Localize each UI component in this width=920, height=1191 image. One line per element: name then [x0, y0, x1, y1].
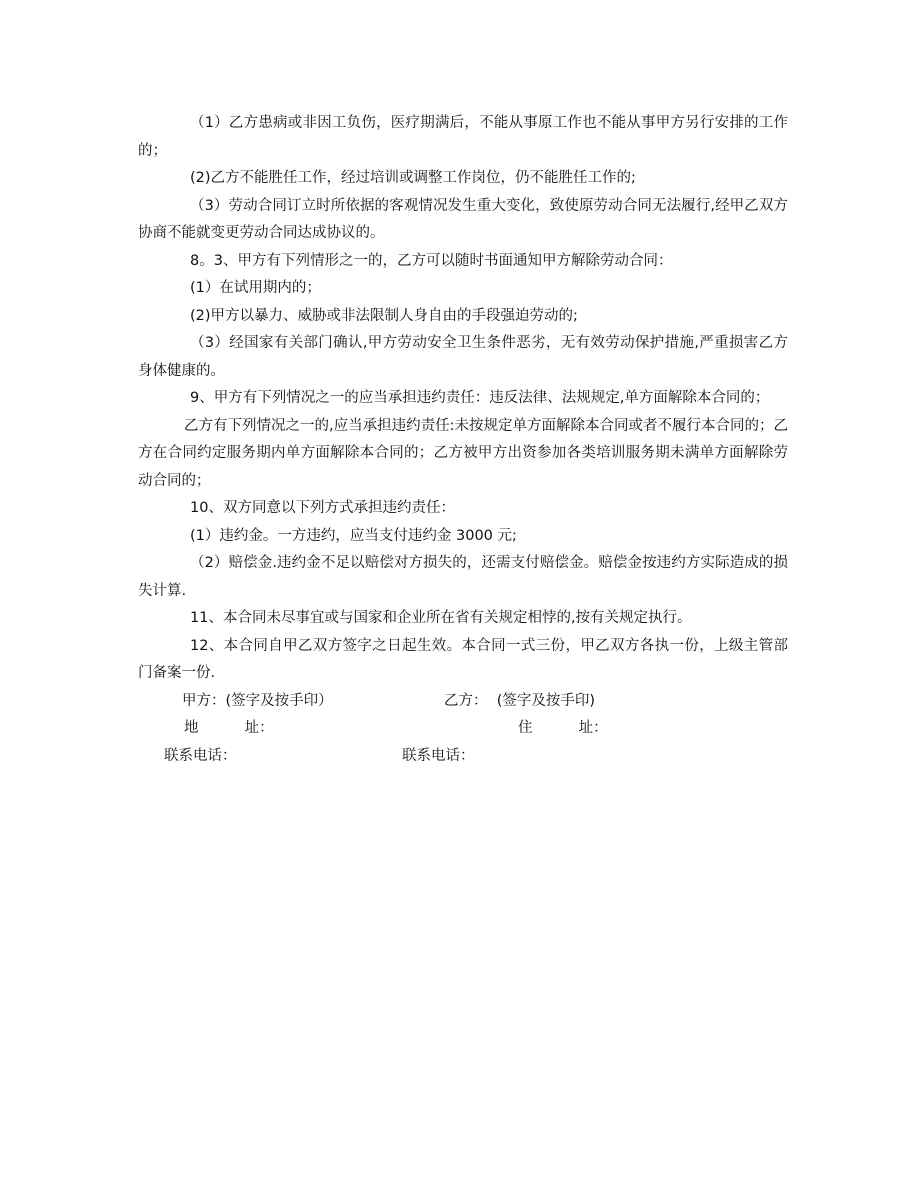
clause-paragraph: （3）劳动合同订立时所依据的客观情况发生重大变化，致使原劳动合同无法履行,经甲乙双方协商不能就变更劳动合同达成协议的。	[138, 197, 788, 241]
clause-paragraph: 11、本合同未尽事宜或与国家和企业所在省有关规定相悖的,按有关规定执行。	[190, 610, 692, 626]
phone-row	[138, 743, 788, 771]
clause-paragraph: 9、甲方有下列情况之一的应当承担违约责任：违反法律、法规规定,单方面解除本合同的；	[190, 390, 770, 406]
clause-paragraph: (1）违约金。一方违约，应当支付违约金 3000 元;	[190, 527, 517, 544]
clause-paragraph: 12、本合同自甲乙双方签字之日起生效。本合同一式三份，甲乙双方各执一份，上级主管部门备案一份.	[138, 637, 788, 681]
party-a-address-label: 地 址：	[184, 720, 274, 736]
clause-paragraph: 乙方有下列情况之一的,应当承担违约责任:未按规定单方面解除本合同或者不履行本合同的；乙方在合同约定服务期内单方面解除本合同的；乙方被甲方出资参加各类培训服务期未满单方面解除劳动合同的；	[138, 417, 788, 489]
clause-paragraph: （3）经国家有关部门确认,甲方劳动安全卫生条件恶劣，无有效劳动保护措施,严重损害乙方身体健康的。	[138, 335, 788, 379]
address-row	[138, 715, 788, 743]
clause-paragraph: (2)乙方不能胜任工作，经过培训或调整工作岗位，仍不能胜任工作的;	[190, 170, 636, 186]
party-b-address-label: 住 址：	[518, 720, 608, 736]
signature-row	[138, 688, 788, 716]
clause-paragraph: 8。3、甲方有下列情形之一的，乙方可以随时书面通知甲方解除劳动合同：	[190, 252, 673, 269]
party-a-signature-label: 甲方：(签字及按手印）	[182, 692, 333, 709]
clause-paragraph: (2)甲方以暴力、威胁或非法限制人身自由的手段强迫劳动的;	[190, 307, 578, 324]
clause-paragraph: （2）赔偿金.违约金不足以赔偿对方损失的，还需支付赔偿金。赔偿金按违约方实际造成的损失计算.	[138, 555, 788, 599]
clause-paragraph: （1）乙方患病或非因工负伤，医疗期满后，不能从事原工作也不能从事甲方另行安排的工作的；	[138, 115, 788, 159]
party-b-signature-label: 乙方： (签字及按手印)	[444, 692, 596, 709]
contract-body	[138, 110, 788, 770]
party-a-phone-label: 联系电话：	[164, 747, 237, 764]
party-b-phone-label: 联系电话：	[402, 747, 475, 764]
clause-paragraph: 10、双方同意以下列方式承担违约责任：	[190, 500, 455, 516]
clause-paragraph: (1）在试用期内的；	[190, 280, 321, 296]
